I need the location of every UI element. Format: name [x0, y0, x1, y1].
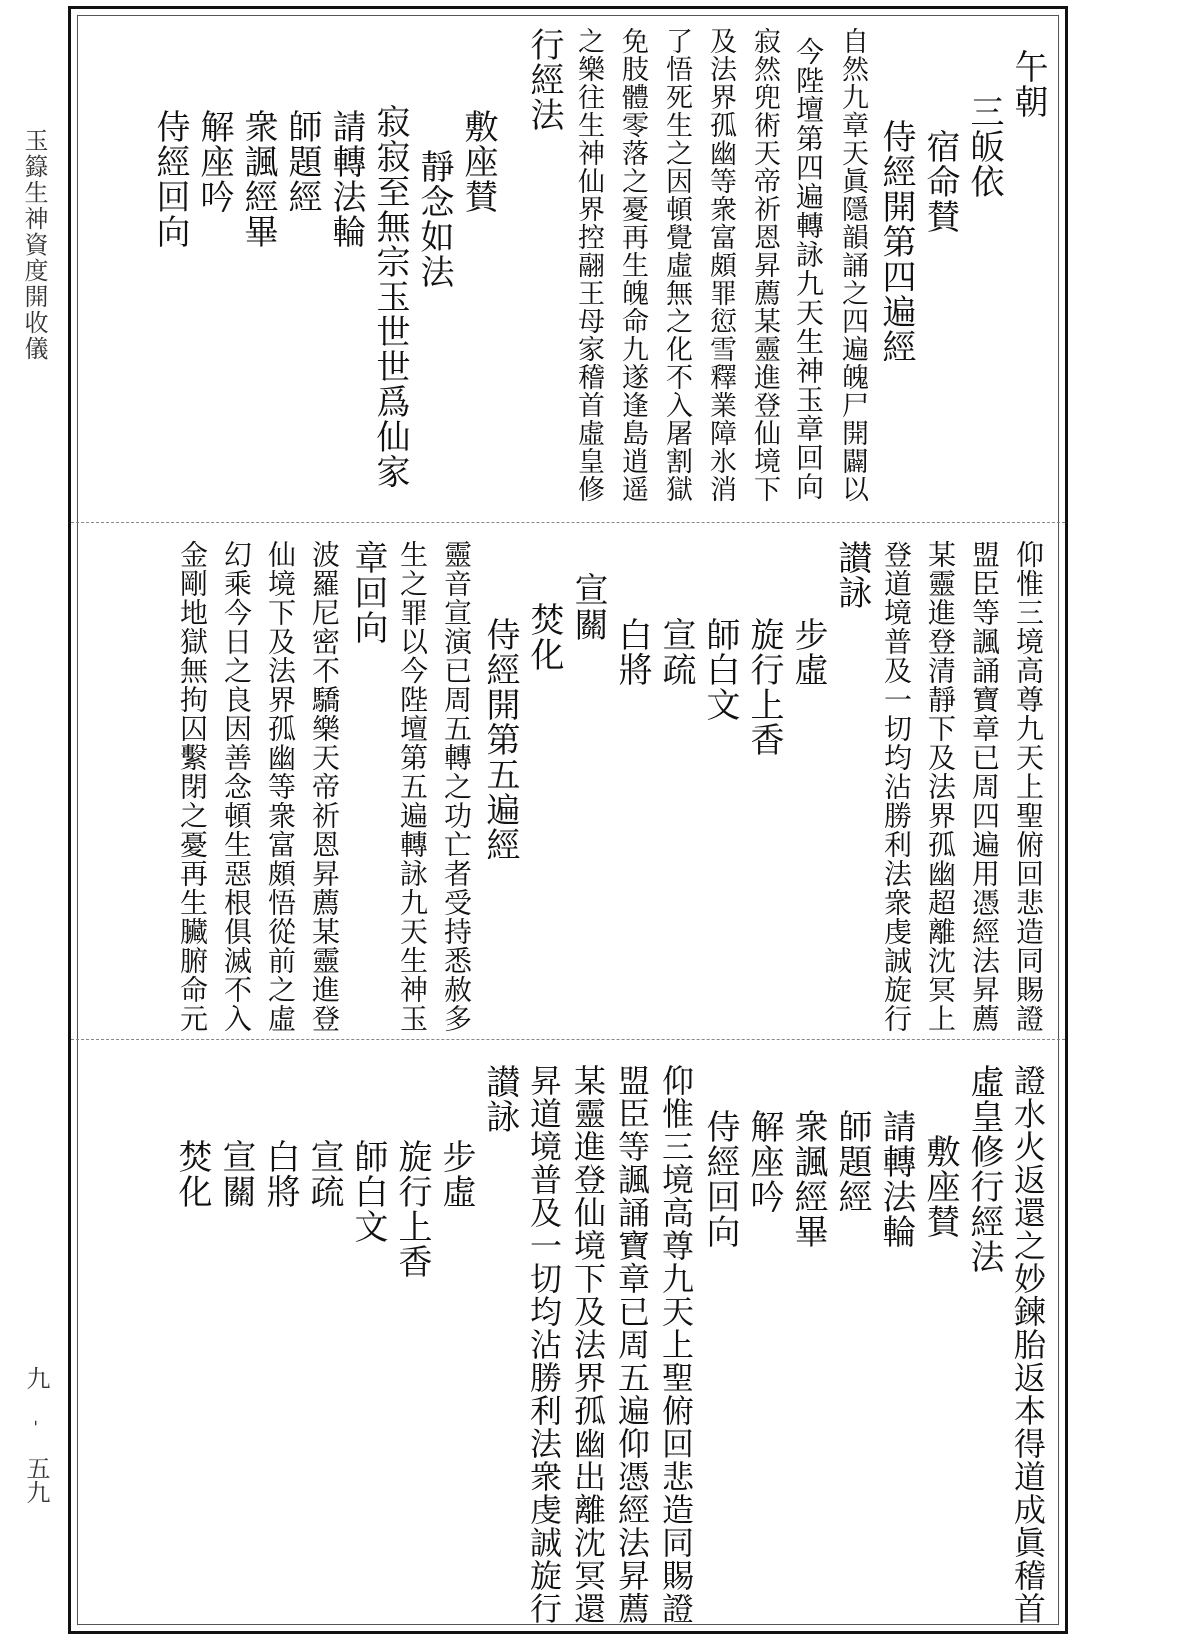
text-column: 靜念如法: [414, 149, 454, 289]
text-panel-top: [71, 9, 1065, 522]
text-column: 仰惟三境高尊九天上聖俯回悲造同賜證: [1012, 540, 1045, 1033]
text-column: 白將: [612, 617, 652, 687]
text-column: 金剛地獄無拘囚繫閉之憂再生臟腑命元: [176, 540, 209, 1033]
text-column: 章回向: [348, 540, 388, 645]
text-column: 虛皇修行經法: [964, 1064, 1004, 1274]
text-column: 師白文: [348, 1139, 388, 1244]
text-column: 靈音宣演已周五轉之功亡者受持悉赦多: [440, 540, 473, 1033]
text-column: 白將: [260, 1139, 300, 1209]
text-column: 宣關: [568, 572, 608, 642]
text-column: 寂然兜術天帝祈恩昇薦某靈進登仙境下: [749, 27, 780, 503]
text-column: 侍經開第四遍經: [876, 119, 916, 364]
text-column: 旋行上香: [744, 617, 784, 757]
text-column: 焚化: [172, 1139, 212, 1209]
text-column: 侍經回向: [700, 1109, 740, 1249]
text-column: 盟臣等諷誦寶章已周四遍用憑經法昇薦: [968, 540, 1001, 1033]
text-column: 焚化: [524, 602, 564, 672]
text-column: 之樂往生神仙界控翮王母家稽首虛皇修: [573, 27, 604, 503]
text-column: 午朝: [1008, 49, 1048, 119]
text-column: 敷座賛: [920, 1134, 960, 1239]
text-column: 三皈依: [964, 94, 1004, 199]
text-column: 宣關: [216, 1139, 256, 1209]
text-column: 登道境普及一切均沾勝利法衆虔誠旋行: [880, 540, 913, 1033]
text-column: 侍經回向: [150, 109, 190, 249]
text-column: 師題經: [282, 109, 322, 214]
text-column: 師白文: [700, 617, 740, 722]
text-column: 盟臣等諷誦寶章已周五遍仰憑經法昇薦: [613, 1064, 651, 1625]
text-column: 請轉法輪: [326, 109, 366, 249]
text-column: 旋行上香: [392, 1139, 432, 1279]
page-frame: [68, 6, 1068, 1634]
text-column: 敷座賛: [458, 109, 498, 214]
text-column: 某靈進登清靜下及法界孤幽超離沈冥上: [924, 540, 957, 1033]
text-column: 宿命賛: [920, 129, 960, 234]
text-column: 解座吟: [744, 1109, 784, 1214]
text-column: 侍經開第五遍經: [480, 617, 520, 862]
text-column: 今陛壇第四遍轉詠九天生神玉章回向: [792, 37, 825, 501]
text-column: 解座吟: [194, 109, 234, 214]
text-column: 仰惟三境高尊九天上聖俯回悲造同賜證: [657, 1064, 695, 1625]
text-column: 昇道境普及一切均沾勝利法衆虔誠旋行: [525, 1064, 563, 1625]
text-column: 衆諷經畢: [788, 1109, 828, 1249]
text-column: 讃詠: [832, 540, 872, 610]
page-number-part-1: 九: [22, 1366, 50, 1390]
page-number-dash: -: [26, 1419, 47, 1427]
text-column: 步虛: [788, 617, 828, 687]
text-column: 免肢體零落之憂再生魄命九遂逢島逍遥: [617, 27, 648, 503]
page-number-part-2: 五九: [22, 1456, 50, 1504]
text-column: 宣疏: [656, 617, 696, 687]
text-column: 寂寂至無宗玉世世爲仙家: [370, 104, 410, 489]
text-column: 宣疏: [304, 1139, 344, 1209]
text-column: 某靈進登仙境下及法界孤幽出離沈冥還: [569, 1064, 607, 1625]
text-column: 證水火返還之妙鍊胎返本得道成眞稽首: [1009, 1064, 1047, 1625]
text-column: 師題經: [832, 1109, 872, 1214]
text-column: 生之罪以今陛壇第五遍轉詠九天生神玉: [396, 540, 429, 1033]
text-panel-middle: [71, 522, 1065, 1039]
text-column: 幻乘今日之良因善念頓生惡根俱滅不入: [220, 540, 253, 1033]
text-column: 請轉法輪: [876, 1109, 916, 1249]
text-column: 波羅尼密不驕樂天帝祈恩昇薦某靈進登: [308, 540, 341, 1033]
text-panel-bottom: [71, 1039, 1065, 1631]
text-column: 了悟死生之因頓覺虛無之化不入屠割獄: [661, 27, 692, 503]
text-column: 及法界孤幽等衆富頗罪愆雪釋業障氷消: [705, 27, 736, 503]
text-column: 行經法: [524, 27, 564, 132]
text-column: 自然九章天眞隱韻誦之四遍魄尸開闢以: [837, 27, 868, 503]
text-column: 衆諷經畢: [238, 109, 278, 249]
text-column: 仙境下及法界孤幽等衆富頗悟從前之虛: [264, 540, 297, 1033]
book-title: 玉籙生神資度開收儀: [20, 128, 48, 362]
text-column: 讃詠: [480, 1064, 520, 1134]
text-column: 步虛: [436, 1139, 476, 1209]
